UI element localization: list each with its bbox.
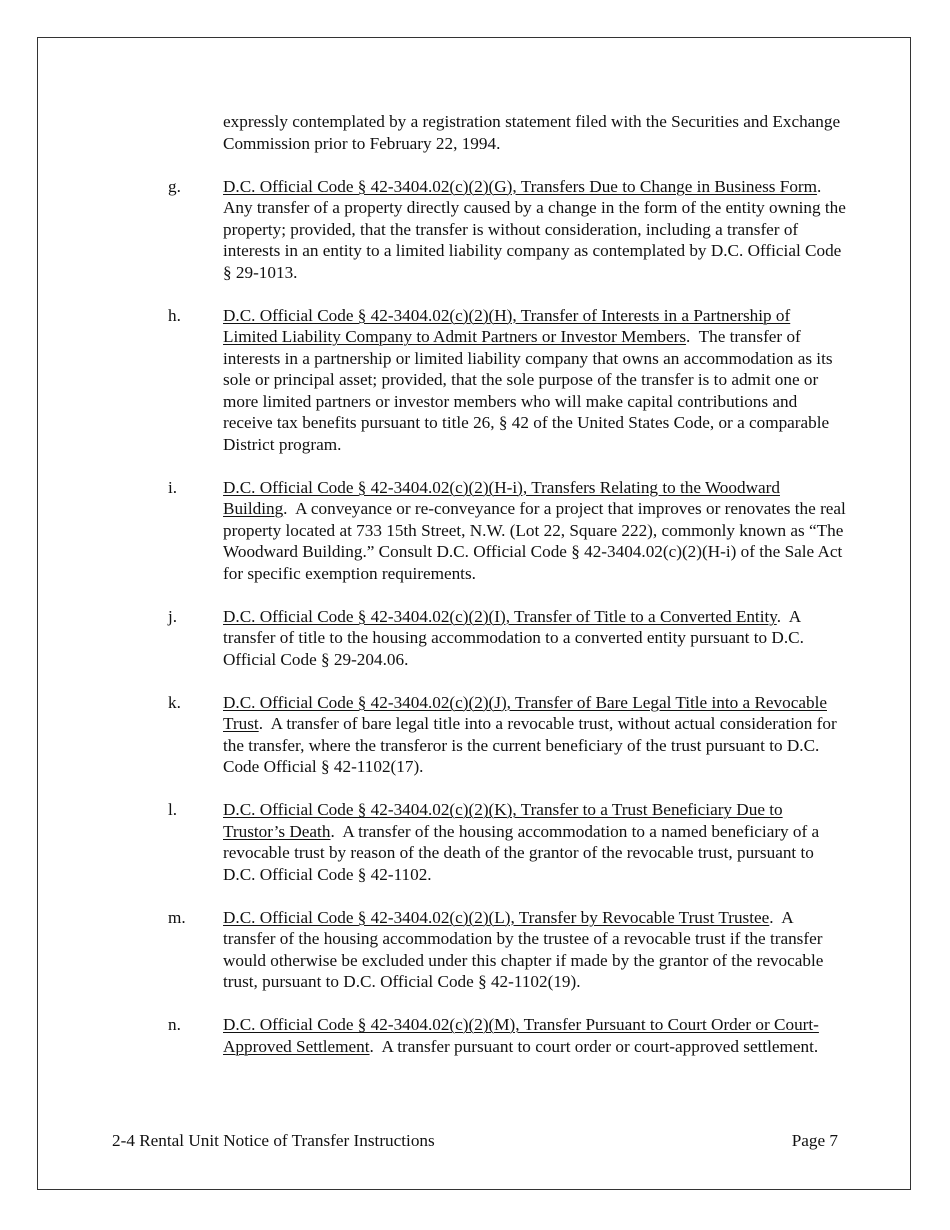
item-heading: D.C. Official Code § 42-3404.02(c)(2)(H-i), Transfers Relating to the Woodward Building [223, 477, 780, 518]
list-item [168, 606, 848, 671]
item-letter: l. [168, 800, 178, 819]
item-body: A conveyance or re-conveyance for a project that improves or renovates the real property located at 733 15th Street, N.W. (Lot 22, Square 222), commonly known as “The Woodward Building.” Consult D.C. Official Code § 42-3404.02(c)(2)(H-i) of the Sale Act for specific exemption requirements. [223, 499, 846, 583]
exemption-list [168, 176, 848, 1058]
item-letter: k. [168, 692, 181, 712]
item-heading: D.C. Official Code § 42-3404.02(c)(2)(L), Transfer by Revocable Trust Trustee [223, 907, 770, 927]
page-number: Page 7 [791, 1131, 838, 1150]
item-body: A transfer of the housing accommodation by the trustee of a revocable trust if the transfer would otherwise be excluded under this chapter if made by the grantor of the revocable trust, pursuant to D.C. Official Code § 42-1102(19). [223, 907, 824, 991]
list-item [168, 692, 848, 778]
item-spacer [287, 499, 295, 518]
document-body [168, 111, 848, 1057]
list-item [168, 176, 848, 284]
item-body: A transfer pursuant to court order or court-approved settlement. [381, 1036, 819, 1056]
intro-paragraph: expressly contemplated by a registration statement filed with the Securities and Exchange Commission prior to February 22, 1994. [223, 112, 841, 153]
item-period: . [686, 327, 691, 346]
item-letter: j. [168, 606, 178, 626]
list-item [168, 477, 848, 585]
item-period: . [258, 714, 263, 733]
list-item [168, 305, 848, 456]
item-heading: D.C. Official Code § 42-3404.02(c)(2)(G), Transfers Due to Change in Business Form [223, 176, 818, 196]
list-item [168, 1014, 848, 1057]
list-item [168, 907, 848, 993]
item-spacer [821, 177, 825, 196]
item-heading: D.C. Official Code § 42-3404.02(c)(2)(I), Transfer of Title to a Converted Entity [223, 606, 777, 626]
page-footer [112, 1130, 838, 1152]
list-item [168, 799, 848, 885]
item-letter: h. [168, 305, 181, 325]
item-heading: D.C. Official Code § 42-3404.02(c)(2)(H), Transfer of Interests in a Partnership of Limited Liability Company to Admit Partners or Investor Members [223, 305, 791, 346]
footer-title: 2-4 Rental Unit Notice of Transfer Instructions [112, 1131, 435, 1150]
item-period: . [817, 176, 822, 196]
item-spacer [374, 1037, 382, 1056]
item-letter: n. [168, 1015, 181, 1034]
item-period: . [330, 821, 335, 841]
item-body: The transfer of interests in a partnership or limited liability company that owns an accommodation as its sole or principal asset; provided, that the sole purpose of the transfer is to admit one or more limited partners or investor members who will make capital contributions and receive tax benefits pursuant to title 26, § 42 of the United States Code, or a comparable District program. [223, 327, 833, 454]
item-period: . [769, 907, 774, 927]
item-body: A transfer of title to the housing accommodation to a converted entity pursuant to D.C. Official Code § 29-204.06. [223, 606, 804, 669]
item-letter: g. [168, 176, 181, 196]
item-spacer [263, 714, 271, 733]
item-letter: i. [168, 477, 178, 497]
item-heading: D.C. Official Code § 42-3404.02(c)(2)(J), Transfer of Bare Legal Title into a Revocable Trust [223, 692, 827, 733]
item-spacer [690, 327, 698, 346]
item-spacer [781, 607, 789, 626]
item-letter: m. [168, 907, 186, 927]
item-period: . [369, 1036, 374, 1056]
item-body: A transfer of bare legal title into a revocable trust, without actual consideration for the transfer, where the transferor is the current beneficiary of the trust pursuant to D.C. Code Official § 42-1102(17). [223, 714, 837, 776]
item-body: A transfer of the housing accommodation to a named beneficiary of a revocable trust by reason of the death of the grantor of the revocable trust, pursuant to D.C. Official Code § 42-1102. [223, 821, 820, 884]
item-heading: D.C. Official Code § 42-3404.02(c)(2)(K), Transfer to a Trust Beneficiary Due to Trustor’s Death [223, 800, 783, 841]
item-period: . [283, 499, 288, 518]
item-heading: D.C. Official Code § 42-3404.02(c)(2)(M), Transfer Pursuant to Court Order or Court-Approved Settlement [223, 1015, 819, 1056]
item-body: Any transfer of a property directly caused by a change in the form of the entity owning the property; provided, that the transfer is without consideration, including a transfer of interests in an entity to a limited liability company as contemplated by D.C. Official Code § 29-1013. [223, 198, 846, 282]
item-period: . [776, 606, 782, 626]
